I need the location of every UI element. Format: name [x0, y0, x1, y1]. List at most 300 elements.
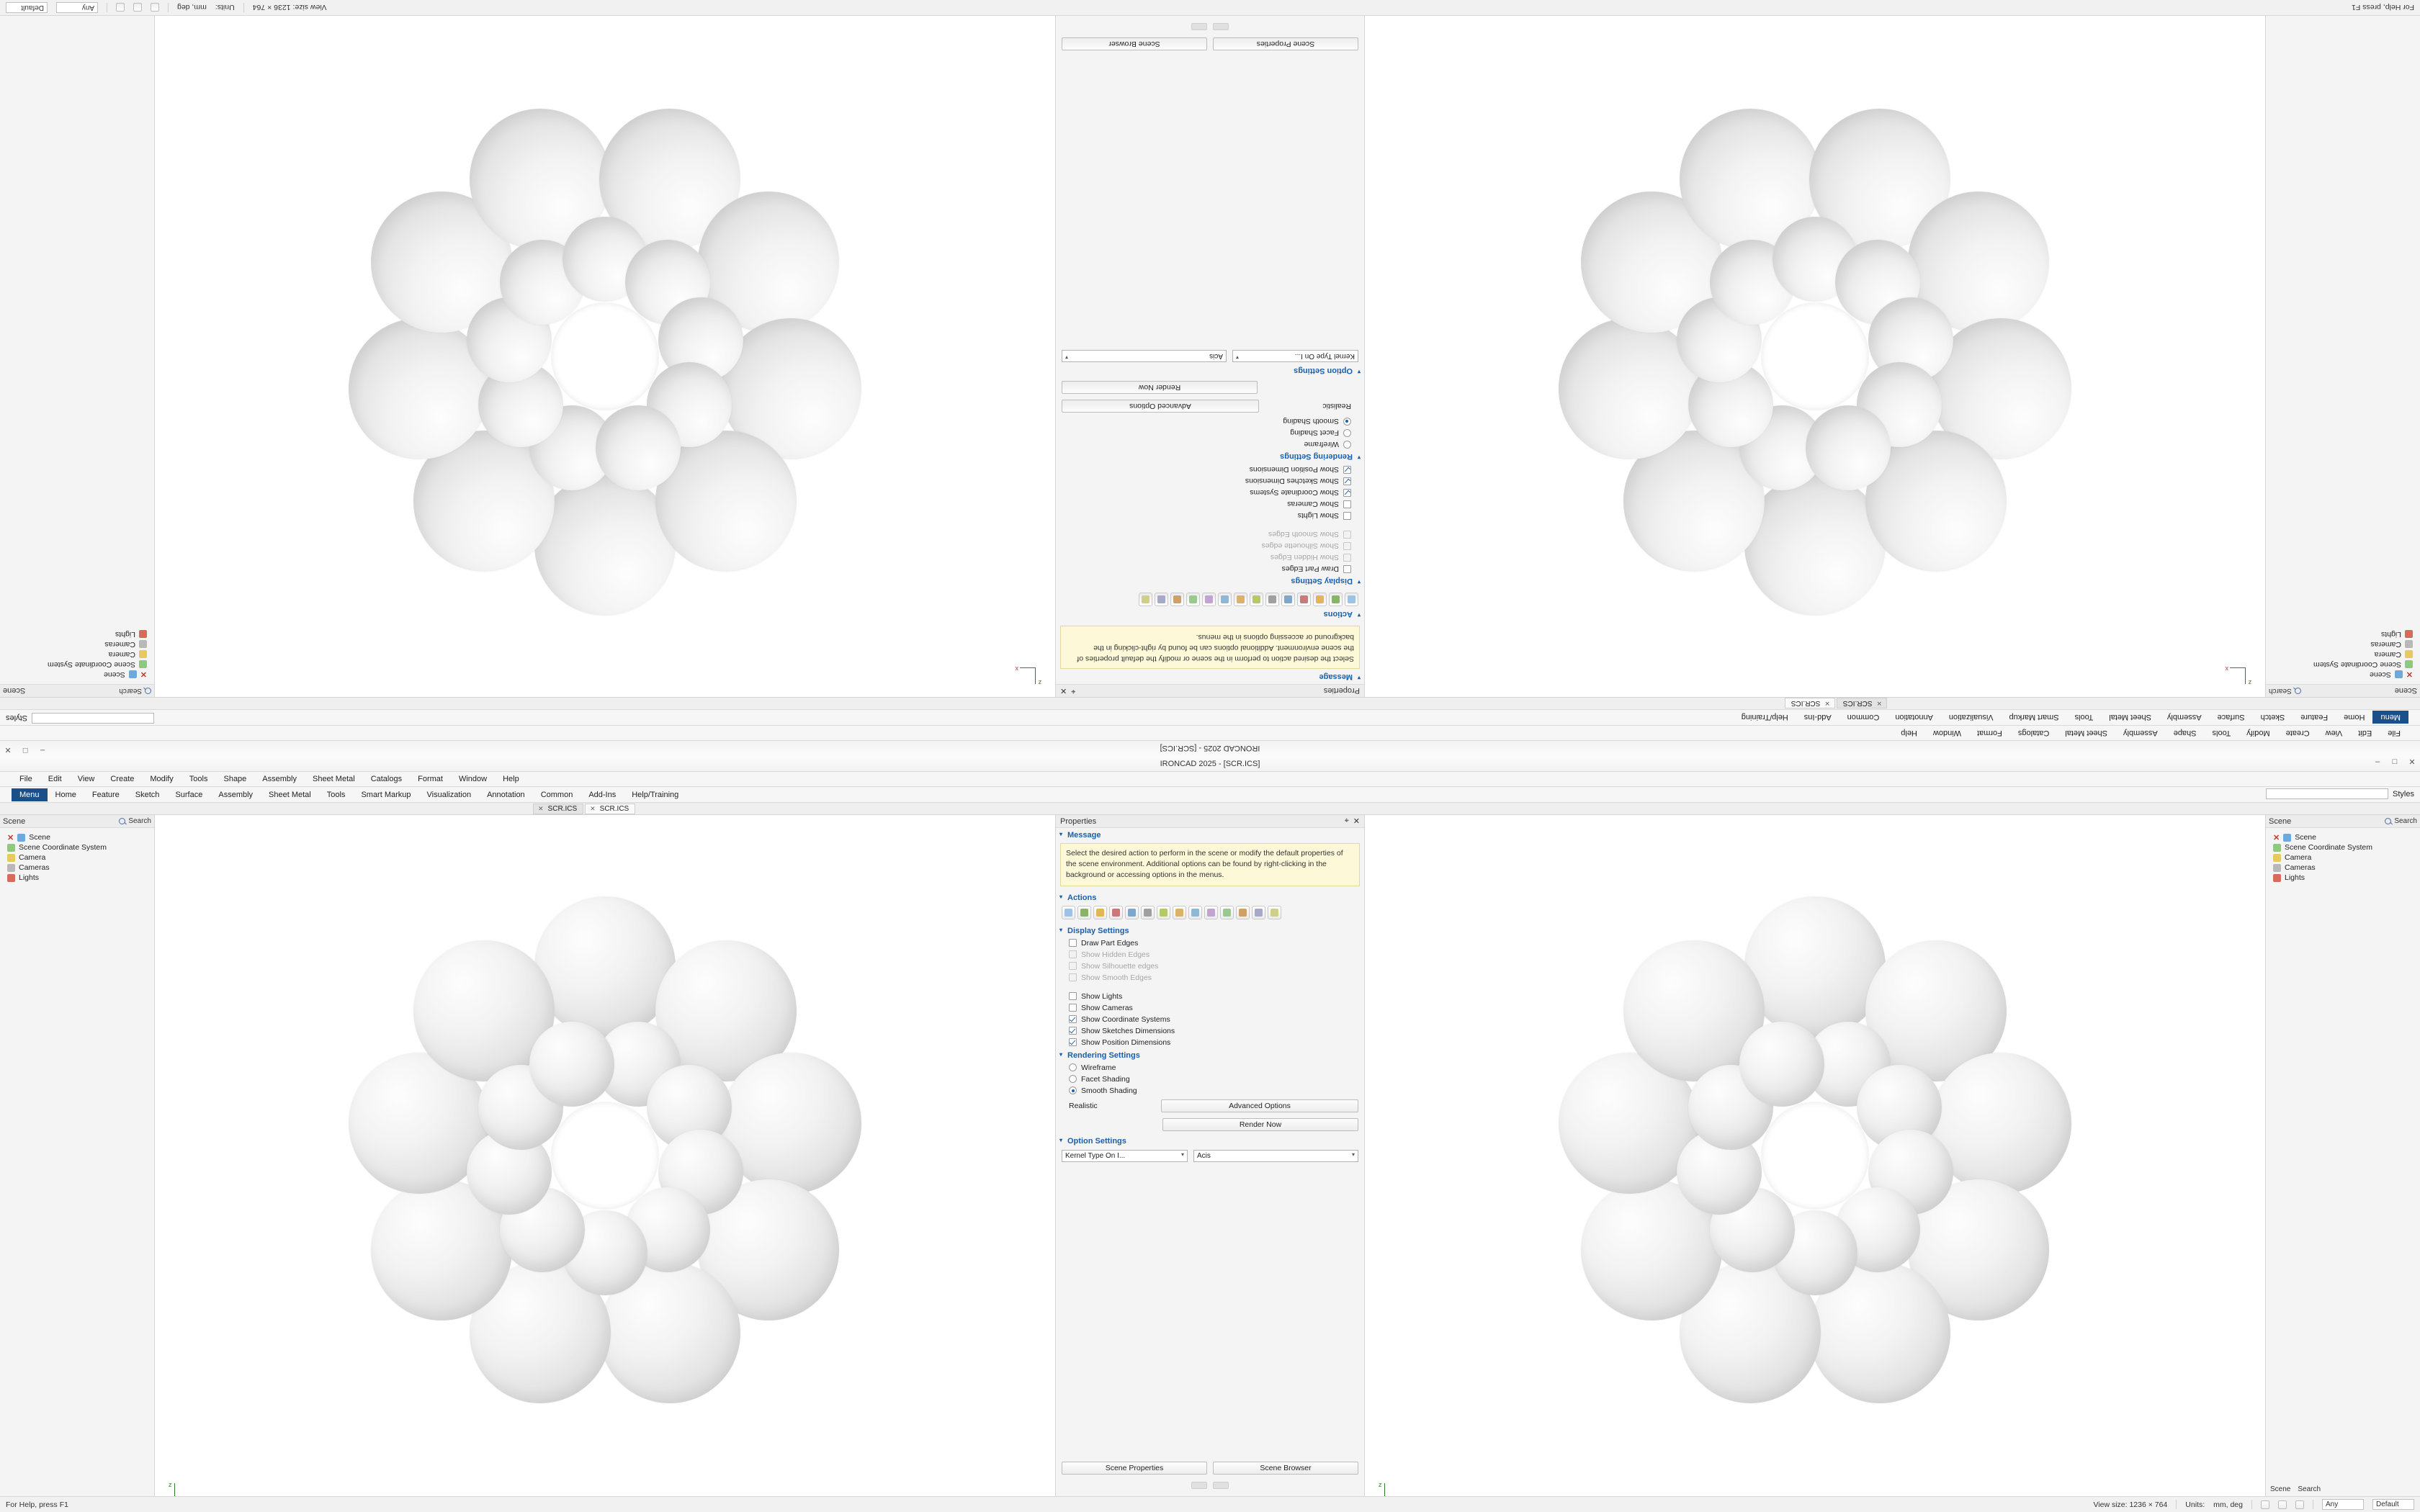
- scene-tree[interactable]: [0, 828, 154, 887]
- help-text: For Help, press F1: [2352, 3, 2414, 12]
- action-icon-8[interactable]: [1173, 906, 1186, 919]
- status-right[interactable]: [2093, 1499, 2414, 1510]
- message-text: Select the desired action to perform in the scene or modify the default properties of the scene environment. Additional options can be found by right-clicking in the background or accessing options in the menus.: [1060, 843, 1360, 886]
- checkbox-show-coordinate-systems[interactable]: [1056, 487, 1364, 498]
- scene-tree[interactable]: [0, 625, 154, 684]
- ribbon-tab-common[interactable]: Common: [540, 790, 573, 799]
- tab-search[interactable]: Search: [2298, 1485, 2321, 1493]
- units-label: Units:: [215, 3, 235, 12]
- grid-icon[interactable]: [2261, 1500, 2269, 1509]
- checkbox-show-sketches-dimensions[interactable]: [1056, 475, 1364, 487]
- checkbox-icon[interactable]: [1069, 1015, 1077, 1023]
- ribbon-tab-smart-markup[interactable]: Smart Markup: [361, 790, 411, 799]
- section-title-display-settings[interactable]: ▾ Display Settings: [1056, 575, 1364, 588]
- viewport-left[interactable]: [155, 815, 1055, 1496]
- ribbon-right-tools[interactable]: [6, 713, 154, 724]
- window-controls[interactable]: [3, 745, 48, 755]
- action-icon-10[interactable]: [1202, 593, 1216, 606]
- ribbon-tab-format[interactable]: Format: [418, 775, 443, 783]
- tree-item-coordinate-system[interactable]: [3, 842, 151, 852]
- ribbon-tab-sketch[interactable]: Sketch: [135, 790, 160, 799]
- coordinate-icon: [7, 844, 15, 852]
- checkbox-icon[interactable]: [1069, 1027, 1077, 1035]
- message-text: Select the desired action to perform in the scene or modify the default properties of the scene environment. Additional options can be found by right-clicking in the background or accessing options in the menus.: [1060, 626, 1360, 669]
- ribbon-tab-sheet-metal[interactable]: Sheet Metal: [312, 775, 355, 783]
- checkbox-show-sketches-dimensions[interactable]: [1056, 1025, 1364, 1037]
- close-icon[interactable]: ✕: [1060, 686, 1067, 695]
- action-icon-14[interactable]: [1268, 906, 1281, 919]
- scene-browser-button[interactable]: Scene Browser: [1213, 1462, 1358, 1475]
- ribbon-tab-file[interactable]: File: [19, 775, 32, 783]
- camera-icon: [139, 651, 147, 659]
- radio-smooth-shading[interactable]: [1056, 1085, 1364, 1097]
- close-icon[interactable]: ✕: [7, 833, 14, 842]
- kernel-type-select[interactable]: Acis ▾: [1062, 350, 1227, 362]
- checkbox-label: Show Hidden Edges: [1270, 553, 1339, 562]
- section-title-rendering-settings[interactable]: ▾ Rendering Settings: [1056, 450, 1364, 464]
- ribbon-tab-help-training[interactable]: Help/Training: [1741, 713, 1788, 722]
- ribbon-tab-help[interactable]: Help: [503, 775, 519, 783]
- minimize-button[interactable]: –: [40, 746, 45, 755]
- scene-tree[interactable]: [2266, 828, 2420, 887]
- section-title-actions[interactable]: ▾ Actions: [1056, 608, 1364, 621]
- ribbon-tab-smart-markup[interactable]: Smart Markup: [2009, 713, 2059, 722]
- search-icon: [2295, 688, 2301, 694]
- document-tab-2[interactable]: [585, 804, 635, 814]
- action-icon-6[interactable]: [1141, 906, 1155, 919]
- close-button[interactable]: ✕: [2408, 758, 2416, 767]
- checkbox-draw-part-edges[interactable]: [1056, 563, 1364, 575]
- section-title-message[interactable]: ▾ Message: [1056, 828, 1364, 842]
- model-torus-ring[interactable]: [1549, 90, 2081, 623]
- tree-item-cameras[interactable]: [2269, 863, 2417, 873]
- ribbon-tab-home[interactable]: Home: [2344, 713, 2365, 722]
- ribbon-tab-annotation[interactable]: Annotation: [1895, 713, 1933, 722]
- checkbox-icon[interactable]: [1069, 992, 1077, 1000]
- radio-icon[interactable]: [1343, 418, 1351, 426]
- tree-item-label: Cameras: [2370, 640, 2401, 649]
- search-icon: [145, 688, 151, 694]
- scene-search[interactable]: [2269, 687, 2301, 695]
- window-title: IRONCAD 2025 - [SCR.ICS]: [1160, 759, 1260, 768]
- tree-item-scene[interactable]: [2269, 670, 2417, 680]
- dock-handle-1[interactable]: [1213, 23, 1229, 30]
- ribbon-tab-sheetmetal-2[interactable]: Sheet Metal: [269, 790, 311, 799]
- kernel-type-row[interactable]: [1056, 346, 1364, 364]
- radio-icon[interactable]: [1069, 1075, 1077, 1083]
- scene-icon: [17, 834, 25, 842]
- ortho-icon[interactable]: [116, 4, 125, 12]
- action-icon-9[interactable]: [1188, 906, 1202, 919]
- kernel-type-select[interactable]: Acis ▾: [1193, 1150, 1358, 1162]
- action-icon-13[interactable]: [1155, 593, 1168, 606]
- ribbon-tab-addins[interactable]: Add-Ins: [1803, 713, 1832, 722]
- tree-item-scene[interactable]: [3, 670, 151, 680]
- tree-item-camera[interactable]: [3, 852, 151, 863]
- ribbon-tab-tools[interactable]: Tools: [189, 775, 208, 783]
- checkbox-icon[interactable]: [1343, 500, 1351, 508]
- tree-item-lights[interactable]: [3, 629, 151, 639]
- tree-item-label: Scene: [29, 833, 50, 842]
- coordinate-icon: [2273, 844, 2281, 852]
- ribbon-tab-bar-secondary[interactable]: [0, 709, 2420, 725]
- ribbon-tab-assembly-2[interactable]: Assembly: [218, 790, 254, 799]
- action-icon-5[interactable]: [1281, 593, 1295, 606]
- checkbox-show-coordinate-systems[interactable]: [1056, 1014, 1364, 1025]
- tree-item-lights[interactable]: [2269, 629, 2417, 639]
- section-title-option-settings[interactable]: ▾ Option Settings: [1056, 1134, 1364, 1148]
- styles-label: Styles: [2393, 789, 2414, 798]
- maximize-button[interactable]: □: [2392, 757, 2398, 766]
- filter-any-field[interactable]: Any: [56, 2, 98, 13]
- footer-buttons[interactable]: [1062, 1462, 1358, 1475]
- tree-item-label: Lights: [115, 630, 135, 639]
- tree-item-camera[interactable]: [2269, 852, 2417, 863]
- ribbon-tab-catalogs[interactable]: Catalogs: [2017, 729, 2050, 737]
- render-now-row[interactable]: [1056, 378, 1364, 397]
- ribbon-tab-tools[interactable]: Tools: [2212, 729, 2231, 737]
- model-bump: [1744, 896, 1886, 1038]
- ribbon-tab-surface[interactable]: Surface: [175, 790, 203, 799]
- action-icon-7[interactable]: [1250, 593, 1263, 606]
- scene-icon: [2283, 834, 2291, 842]
- checkbox-icon: [1343, 542, 1351, 550]
- document-tab-bar[interactable]: [0, 697, 2420, 709]
- style-default-field[interactable]: Default: [6, 2, 48, 13]
- minimize-button[interactable]: –: [2375, 757, 2380, 766]
- ribbon-tab-format[interactable]: Format: [1977, 729, 2002, 737]
- ribbon-tab-menu[interactable]: Menu: [2372, 711, 2408, 724]
- ribbon-tab-sheetmetal-2[interactable]: Sheet Metal: [2109, 713, 2151, 722]
- radio-wireframe[interactable]: [1056, 1062, 1364, 1074]
- tree-item-scene[interactable]: [3, 832, 151, 842]
- snap-icon[interactable]: [133, 4, 142, 12]
- model-bump: [596, 405, 681, 490]
- action-icon-8[interactable]: [1234, 593, 1247, 606]
- checkbox-label: Show Position Dimensions: [1249, 465, 1339, 474]
- ribbon-tab-assembly[interactable]: Assembly: [2123, 729, 2158, 737]
- kernel-type-label: Kernel Type On I... ▾: [1232, 350, 1358, 362]
- document-tab-1[interactable]: [1837, 698, 1887, 709]
- action-icon-11[interactable]: [1220, 906, 1234, 919]
- ribbon-tab-assembly[interactable]: Assembly: [262, 775, 297, 783]
- ribbon-tab-visualization[interactable]: Visualization: [1948, 713, 1994, 722]
- document-tab-2[interactable]: [1785, 698, 1835, 709]
- checkbox-label: Show Sketches Dimensions: [1245, 477, 1339, 486]
- checkbox-icon[interactable]: [1343, 489, 1351, 497]
- checkbox-icon[interactable]: [1069, 939, 1077, 947]
- action-icon-9[interactable]: [1218, 593, 1232, 606]
- document-tab-label: SCR.ICS: [547, 804, 578, 813]
- render-now-row[interactable]: [1056, 1115, 1364, 1134]
- checkbox-label: Draw Part Edges: [1081, 938, 1139, 948]
- document-tab-bar[interactable]: [0, 803, 2420, 815]
- ribbon-tab-surface[interactable]: Surface: [2217, 713, 2245, 722]
- tree-item-cameras[interactable]: [3, 863, 151, 873]
- ribbon-tab-addins[interactable]: Add-Ins: [588, 790, 617, 799]
- action-icon-1[interactable]: [1345, 593, 1358, 606]
- checkbox-icon: [1069, 950, 1077, 958]
- close-icon[interactable]: ✕: [590, 804, 596, 812]
- tree-item-scene[interactable]: [2269, 832, 2417, 842]
- close-icon[interactable]: ✕: [2273, 833, 2280, 842]
- grid-icon[interactable]: [151, 4, 159, 12]
- close-icon[interactable]: ✕: [1876, 700, 1882, 708]
- ribbon-tab-tools-2[interactable]: Tools: [326, 790, 346, 799]
- status-bar: [0, 1496, 2420, 1512]
- axis-label-z: z: [1038, 679, 1041, 686]
- viewport-right[interactable]: [1365, 815, 2265, 1496]
- checkbox-show-position-dimensions[interactable]: [1056, 464, 1364, 475]
- scene-search[interactable]: [2385, 817, 2417, 825]
- tree-item-coordinate-system[interactable]: [2269, 842, 2417, 852]
- properties-footer: [1056, 16, 1364, 55]
- checkbox-label: Show Lights: [1081, 991, 1123, 1001]
- ribbon-tab-shape[interactable]: Shape: [2173, 729, 2197, 737]
- tree-item-camera[interactable]: [2269, 649, 2417, 660]
- camera-icon: [7, 854, 15, 862]
- advanced-options-button[interactable]: Advanced Options: [1062, 400, 1259, 413]
- ribbon-tab-bar-primary[interactable]: [0, 725, 2420, 740]
- section-title-option-settings[interactable]: ▾ Option Settings: [1056, 364, 1364, 378]
- ortho-icon[interactable]: [2295, 1500, 2304, 1509]
- tree-item-lights[interactable]: [3, 873, 151, 883]
- ribbon-tab-window[interactable]: Window: [1932, 729, 1962, 737]
- action-icon-12[interactable]: [1170, 593, 1184, 606]
- status-right[interactable]: [6, 2, 327, 13]
- scene-panel-header: [2266, 815, 2420, 828]
- styles-label: Styles: [6, 714, 27, 723]
- tree-item-lights[interactable]: [2269, 873, 2417, 883]
- radio-icon[interactable]: [1343, 441, 1351, 449]
- window-controls[interactable]: [2372, 757, 2417, 767]
- ribbon-tab-edit[interactable]: Edit: [48, 775, 62, 783]
- dock-handle-1[interactable]: [1191, 1482, 1207, 1489]
- ribbon-tab-visualization[interactable]: Visualization: [426, 790, 472, 799]
- action-icon-2[interactable]: [1077, 906, 1091, 919]
- scene-browser-button[interactable]: Scene Browser: [1062, 37, 1207, 50]
- render-now-button[interactable]: Render Now: [1162, 1118, 1358, 1131]
- ribbon-tab-create[interactable]: Create: [110, 775, 135, 783]
- properties-footer: [1056, 1457, 1364, 1496]
- checkbox-label: Show Cameras: [1287, 500, 1339, 509]
- ribbon-search-input[interactable]: [32, 713, 154, 724]
- ribbon-tab-edit[interactable]: Edit: [2358, 729, 2372, 737]
- scene-search[interactable]: [119, 687, 151, 695]
- ribbon-tab-home[interactable]: Home: [55, 790, 76, 799]
- close-icon[interactable]: ✕: [538, 804, 544, 812]
- checkbox-show-position-dimensions[interactable]: [1056, 1037, 1364, 1048]
- ribbon-tab-annotation[interactable]: Annotation: [487, 790, 525, 799]
- maximize-button[interactable]: □: [22, 746, 28, 755]
- scene-properties-button[interactable]: Scene Properties: [1213, 37, 1358, 50]
- radio-smooth-shading[interactable]: [1056, 415, 1364, 427]
- tree-item-camera[interactable]: [3, 649, 151, 660]
- scene-browser-panel-right: [0, 16, 155, 697]
- ribbon-tab-view[interactable]: View: [77, 775, 95, 783]
- panel-bottom-tabs[interactable]: [2270, 1485, 2321, 1493]
- view-size-label: View size: 1236 × 764: [252, 3, 327, 12]
- actions-icon-grid[interactable]: [1056, 904, 1364, 924]
- action-icon-14[interactable]: [1139, 593, 1152, 606]
- properties-panel: [1055, 16, 1365, 697]
- checkbox-label: Show Sketches Dimensions: [1081, 1026, 1175, 1035]
- section-title-rendering-settings[interactable]: ▾ Rendering Settings: [1056, 1048, 1364, 1062]
- action-icon-10[interactable]: [1204, 906, 1218, 919]
- action-icon-1[interactable]: [1062, 906, 1075, 919]
- ribbon-tab-common[interactable]: Common: [1847, 713, 1880, 722]
- close-icon[interactable]: ✕: [2406, 670, 2413, 679]
- ribbon-tab-bar-secondary[interactable]: [0, 787, 2420, 803]
- scene-search[interactable]: [119, 817, 151, 825]
- ribbon-tab-feature[interactable]: Feature: [2300, 713, 2329, 722]
- radio-icon[interactable]: [1069, 1063, 1077, 1071]
- model-torus-ring[interactable]: [1549, 889, 2081, 1422]
- checkbox-show-lights[interactable]: [1056, 510, 1364, 521]
- action-icon-3[interactable]: [1313, 593, 1327, 606]
- snap-icon[interactable]: [2278, 1500, 2287, 1509]
- scene-panel-header: [0, 684, 154, 697]
- scene-properties-button[interactable]: Scene Properties: [1062, 1462, 1207, 1475]
- ribbon-tab-sketch[interactable]: Sketch: [2260, 713, 2285, 722]
- advanced-options-button[interactable]: Advanced Options: [1161, 1099, 1358, 1112]
- ribbon-tab-view[interactable]: View: [2325, 729, 2343, 737]
- close-button[interactable]: ✕: [4, 745, 12, 754]
- lights-icon: [2405, 631, 2413, 639]
- radio-facet-shading[interactable]: [1056, 1074, 1364, 1085]
- close-icon[interactable]: ✕: [1353, 817, 1360, 826]
- kernel-type-row[interactable]: [1056, 1148, 1364, 1166]
- window-title: IRONCAD 2025 - [SCR.ICS]: [1160, 744, 1260, 753]
- radio-wireframe[interactable]: [1056, 438, 1364, 450]
- tree-item-coordinate-system[interactable]: [3, 660, 151, 670]
- ribbon-search-input[interactable]: [2266, 788, 2388, 799]
- properties-title: Properties: [1060, 816, 1097, 826]
- pin-icon[interactable]: ⌖: [1344, 816, 1349, 825]
- application-main-half: [0, 756, 2420, 1512]
- tab-scene[interactable]: Scene: [2270, 1485, 2291, 1493]
- checkbox-icon[interactable]: [1069, 1038, 1077, 1046]
- action-icon-2[interactable]: [1329, 593, 1343, 606]
- ribbon-tab-sheet-metal[interactable]: Sheet Metal: [2065, 729, 2108, 737]
- checkbox-show-cameras[interactable]: [1056, 1002, 1364, 1014]
- dock-handle-2[interactable]: [1213, 1482, 1229, 1489]
- action-icon-3[interactable]: [1093, 906, 1107, 919]
- checkbox-icon[interactable]: [1343, 565, 1351, 573]
- action-icon-6[interactable]: [1265, 593, 1279, 606]
- ribbon-tab-window[interactable]: Window: [458, 775, 488, 783]
- checkbox-label: Show Smooth Edges: [1268, 530, 1339, 539]
- radio-label: Facet Shading: [1081, 1074, 1130, 1084]
- pin-icon[interactable]: ⌖: [1071, 687, 1076, 696]
- section-title-message[interactable]: ▾ Message: [1056, 670, 1364, 684]
- close-icon[interactable]: ✕: [140, 670, 147, 679]
- ribbon-tab-help-training[interactable]: Help/Training: [632, 790, 679, 799]
- rendering-buttons[interactable]: [1056, 397, 1364, 415]
- ribbon-tab-shape[interactable]: Shape: [223, 775, 247, 783]
- status-left: [2352, 4, 2414, 12]
- ribbon-tab-feature[interactable]: Feature: [91, 790, 120, 799]
- actions-icon-grid[interactable]: [1056, 588, 1364, 608]
- ribbon-tab-create[interactable]: Create: [2285, 729, 2310, 737]
- document-tab-label: SCR.ICS: [1791, 699, 1821, 708]
- action-icon-4[interactable]: [1297, 593, 1311, 606]
- action-icon-4[interactable]: [1109, 906, 1123, 919]
- action-icon-7[interactable]: [1157, 906, 1170, 919]
- tree-item-coordinate-system[interactable]: [2269, 660, 2417, 670]
- radio-icon[interactable]: [1343, 429, 1351, 437]
- checkbox-label: Show Silhouette edges: [1261, 541, 1339, 551]
- ribbon-tab-catalogs[interactable]: Catalogs: [370, 775, 403, 783]
- ribbon-tab-modify[interactable]: Modify: [2246, 729, 2270, 737]
- model-torus-ring[interactable]: [339, 889, 871, 1422]
- ribbon-tab-menu[interactable]: Menu: [12, 788, 48, 801]
- checkbox-icon[interactable]: [1343, 466, 1351, 474]
- checkbox-draw-part-edges[interactable]: [1056, 937, 1364, 949]
- ribbon-tab-modify[interactable]: Modify: [150, 775, 174, 783]
- ribbon-tab-file[interactable]: File: [2388, 729, 2401, 737]
- checkbox-icon[interactable]: [1343, 512, 1351, 520]
- scene-browser-panel-right: [2265, 815, 2420, 1496]
- tree-item-cameras[interactable]: [3, 639, 151, 649]
- render-now-button[interactable]: Render Now: [1062, 381, 1258, 394]
- units-label: Units:: [2185, 1500, 2205, 1509]
- cameras-icon: [7, 864, 15, 872]
- lights-icon: [7, 874, 15, 882]
- checkbox-show-cameras[interactable]: [1056, 498, 1364, 510]
- dock-handles[interactable]: [1062, 23, 1358, 37]
- action-icon-5[interactable]: [1125, 906, 1139, 919]
- viewport-left[interactable]: [1365, 16, 2265, 697]
- filter-any-field[interactable]: Any: [2322, 1499, 2364, 1510]
- radio-facet-shading[interactable]: [1056, 427, 1364, 438]
- scene-panel-title: Scene: [3, 686, 26, 696]
- tree-item-cameras[interactable]: [2269, 639, 2417, 649]
- document-tab-1[interactable]: [533, 804, 583, 814]
- ribbon-tab-assembly-2[interactable]: Assembly: [2166, 713, 2202, 722]
- ribbon-tab-help[interactable]: Help: [1901, 729, 1917, 737]
- scene-tree[interactable]: [2266, 625, 2420, 684]
- style-default-field[interactable]: Default: [2372, 1499, 2414, 1510]
- dock-handles[interactable]: [1062, 1475, 1358, 1489]
- action-icon-12[interactable]: [1236, 906, 1250, 919]
- checkbox-icon[interactable]: [1343, 477, 1351, 485]
- footer-buttons[interactable]: [1062, 37, 1358, 50]
- title-bar: [0, 740, 2420, 756]
- scene-panel-header: [0, 815, 154, 828]
- rendering-buttons[interactable]: [1056, 1097, 1364, 1115]
- section-title-actions[interactable]: ▾ Actions: [1056, 891, 1364, 904]
- radio-icon[interactable]: [1069, 1086, 1077, 1094]
- model-torus-ring[interactable]: [339, 90, 871, 623]
- axis-label-z: z: [169, 1481, 172, 1488]
- checkbox-icon[interactable]: [1069, 1004, 1077, 1012]
- ribbon-tab-tools-2[interactable]: Tools: [2074, 713, 2094, 722]
- close-icon[interactable]: ✕: [1824, 700, 1830, 708]
- dock-handle-2[interactable]: [1191, 23, 1207, 30]
- ribbon-right-tools[interactable]: [2266, 788, 2414, 799]
- action-icon-11[interactable]: [1186, 593, 1200, 606]
- tree-item-label: Scene Coordinate System: [48, 660, 135, 669]
- viewport-right[interactable]: [155, 16, 1055, 697]
- section-title-display-settings[interactable]: ▾ Display Settings: [1056, 924, 1364, 937]
- checkbox-show-lights[interactable]: [1056, 991, 1364, 1002]
- lights-icon: [2273, 874, 2281, 882]
- scene-search-label: Search: [128, 817, 151, 825]
- ribbon-tab-bar-primary[interactable]: [0, 772, 2420, 787]
- search-icon: [2385, 818, 2391, 824]
- action-icon-13[interactable]: [1252, 906, 1265, 919]
